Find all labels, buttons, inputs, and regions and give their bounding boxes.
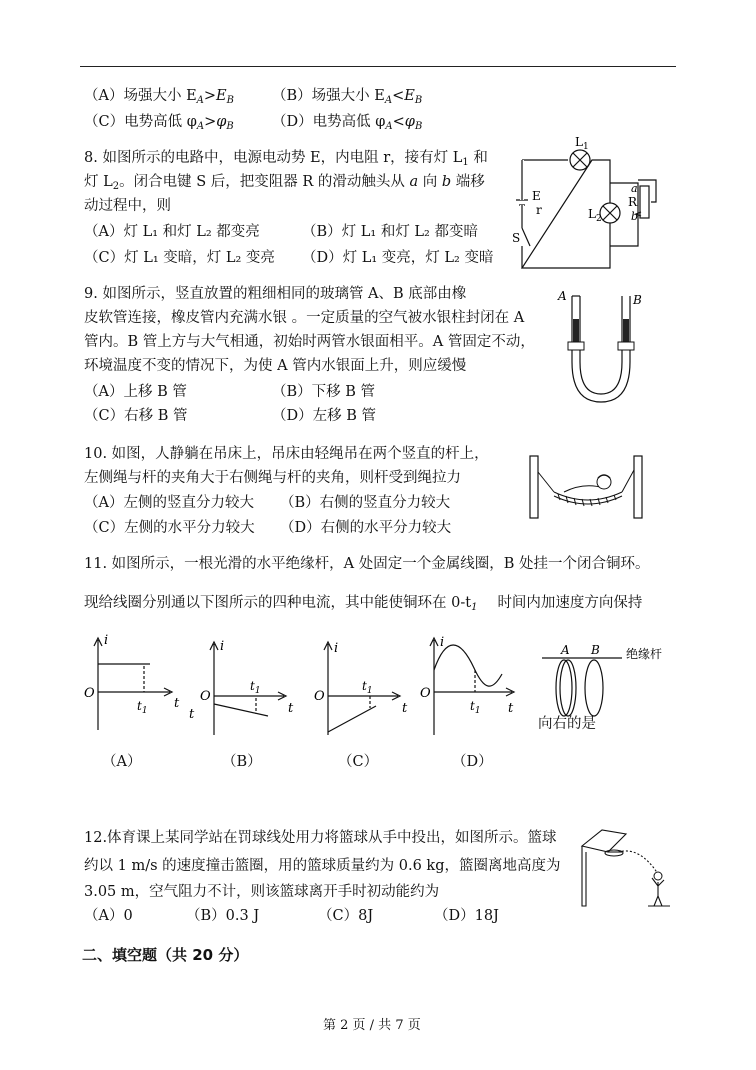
q11-label-b: （B） [222,754,262,770]
origin-label: O [200,689,211,704]
q8-stem-line3: 动过程中，则 [84,198,171,214]
q11-stem-line1: 11. 如图所示，一根光滑的水平绝缘杆，A 处固定一个金属线圈，B 处挂一个闭合铜环。 [84,556,650,572]
header-rule [80,66,676,67]
q10-hammock-figure [524,452,654,522]
q11-stem-line2: 现给线圈分别通以下图所示的四种电流，其中能使铜环在 $0-t_1$ 时间内加速度方向保持 [84,595,643,613]
q11-label-c: （C） [338,754,379,770]
q11-graph-c [306,630,416,740]
q12-option-c: （C）8J [318,908,374,924]
tube-a-label: A [558,289,567,303]
q7-option-a: （A）场强大小 $E_A>E_B$ [84,88,234,106]
q12-stem-line3: 3.05 m，空气阻力不计，则该篮球离开手时初动能约为 [84,884,440,900]
q8-stem-line1: 8. 如图所示的电路中，电源电动势 E，内电阻 r，接有灯 $L_1$ 和 [84,150,488,168]
terminal-a-label: a [631,182,638,195]
ring-b-label: B [591,643,600,657]
q7-option-d: （D）电势高低 $\varphi_A<\varphi_B$ [272,114,423,132]
origin-label: O [314,689,325,704]
q8-option-a: （A）灯 L₁ 和灯 L₂ 都变亮 [84,224,260,240]
page-footer: 第 2 页 / 共 7 页 [323,1018,421,1033]
t1-label: $t_1$ [362,679,373,696]
q12-basketball-figure [578,822,678,912]
q9-stem-line2: 皮软管连接，橡皮管内充满水银 。一定质量的空气被水银柱封闭在 A [84,310,525,326]
q10-option-a: （A）左侧的竖直分力较大 [84,495,254,511]
terminal-b-label: b [631,210,639,223]
origin-label: O [84,686,95,701]
q10-option-b: （B）右侧的竖直分力较大 [280,495,451,511]
axis-t-label: t [402,701,408,716]
q11-stem-tail: 向右的是 [538,716,596,732]
q9-option-c: （C）右移 B 管 [84,408,188,424]
origin-label: O [420,686,431,701]
q8-circuit-figure [510,128,680,273]
q11-label-a: （A） [102,754,142,770]
insulating-rod-label: 绝缘杆 [626,647,663,661]
q12-option-a: （A）0 [84,908,133,924]
q9-u-tube-figure [548,284,658,409]
q8-option-c: （C）灯 L₁ 变暗，灯 L₂ 变亮 [84,250,275,266]
axis-i-label: i [440,635,445,650]
q9-stem-line4: 环境温度不变的情况下，为使 A 管内水银面上升，则应缓慢 [84,358,467,374]
t1-label: $t_1$ [250,679,261,696]
q8-stem-line2: 灯 $L_2$。闭合电键 S 后，把变阻器 R 的滑动触头从 a 向 b 端移 [84,174,485,192]
q8-option-b: （B）灯 L₁ 和灯 L₂ 都变暗 [302,224,478,240]
q11-graph-b [188,630,298,740]
tube-b-label: B [633,293,642,307]
q12-stem-line1: 12.体育课上某同学站在罚球线处用力将篮球从手中投出，如图所示。篮球 [84,830,557,846]
q12-option-b: （B）0.3 J [186,908,260,924]
q12-stem-line2: 约以 1 m/s 的速度撞击篮圈，用的篮球质量约为 0.6 kg，篮圈离地高度为 [84,858,561,874]
axis-t-label-2: t [189,707,195,722]
q12-option-d: （D）18J [434,908,499,924]
axis-t-label: t [508,701,514,716]
lamp-l1-label: $L_1$ [575,135,589,152]
q11-graph-d [420,630,530,740]
q9-stem-line1: 9. 如图所示，竖直放置的粗细相同的玻璃管 A、B 底部由橡 [84,286,467,302]
t1-label: $t_1$ [470,699,481,716]
q7-option-c: （C）电势高低 $\varphi_A>\varphi_B$ [84,114,234,132]
axis-t-label: t [174,696,180,711]
axis-t-label: t [288,701,294,716]
q9-stem-line3: 管内。B 管上方与大气相通，初始时两管水银面相平。A 管固定不动， [84,334,535,350]
section-2-heading: 二、填空题（共 20 分） [82,946,249,964]
q10-stem-line1: 10. 如图，人静躺在吊床上，吊床由轻绳吊在两个竖直的杆上， [84,446,489,462]
axis-i-label: i [334,641,339,656]
lamp-l2-label: $L_2$ [588,207,602,224]
axis-i-label: i [220,639,225,654]
q11-graph-a [84,630,184,740]
t1-label: $t_1$ [137,699,148,716]
axis-i-label: i [104,633,109,648]
coil-a-label: A [561,643,570,657]
q10-stem-line2: 左侧绳与杆的夹角大于右侧绳与杆的夹角，则杆受到绳拉力 [84,470,461,486]
q9-option-d: （D）左移 B 管 [272,408,376,424]
q10-option-d: （D）右侧的水平分力较大 [280,520,452,536]
q9-option-a: （A）上移 B 管 [84,384,187,400]
q7-option-b: （B）场强大小 $E_A<E_B$ [272,88,423,106]
q8-option-d: （D）灯 L₁ 变亮，灯 L₂ 变暗 [302,250,494,266]
rheostat-label: R [628,195,638,209]
q10-option-c: （C）左侧的水平分力较大 [84,520,255,536]
q11-label-d: （D） [452,754,493,770]
emf-label: E [532,189,541,203]
q9-option-b: （B）下移 B 管 [272,384,376,400]
internal-resistance-label: r [536,203,542,217]
switch-label: S [512,231,521,245]
